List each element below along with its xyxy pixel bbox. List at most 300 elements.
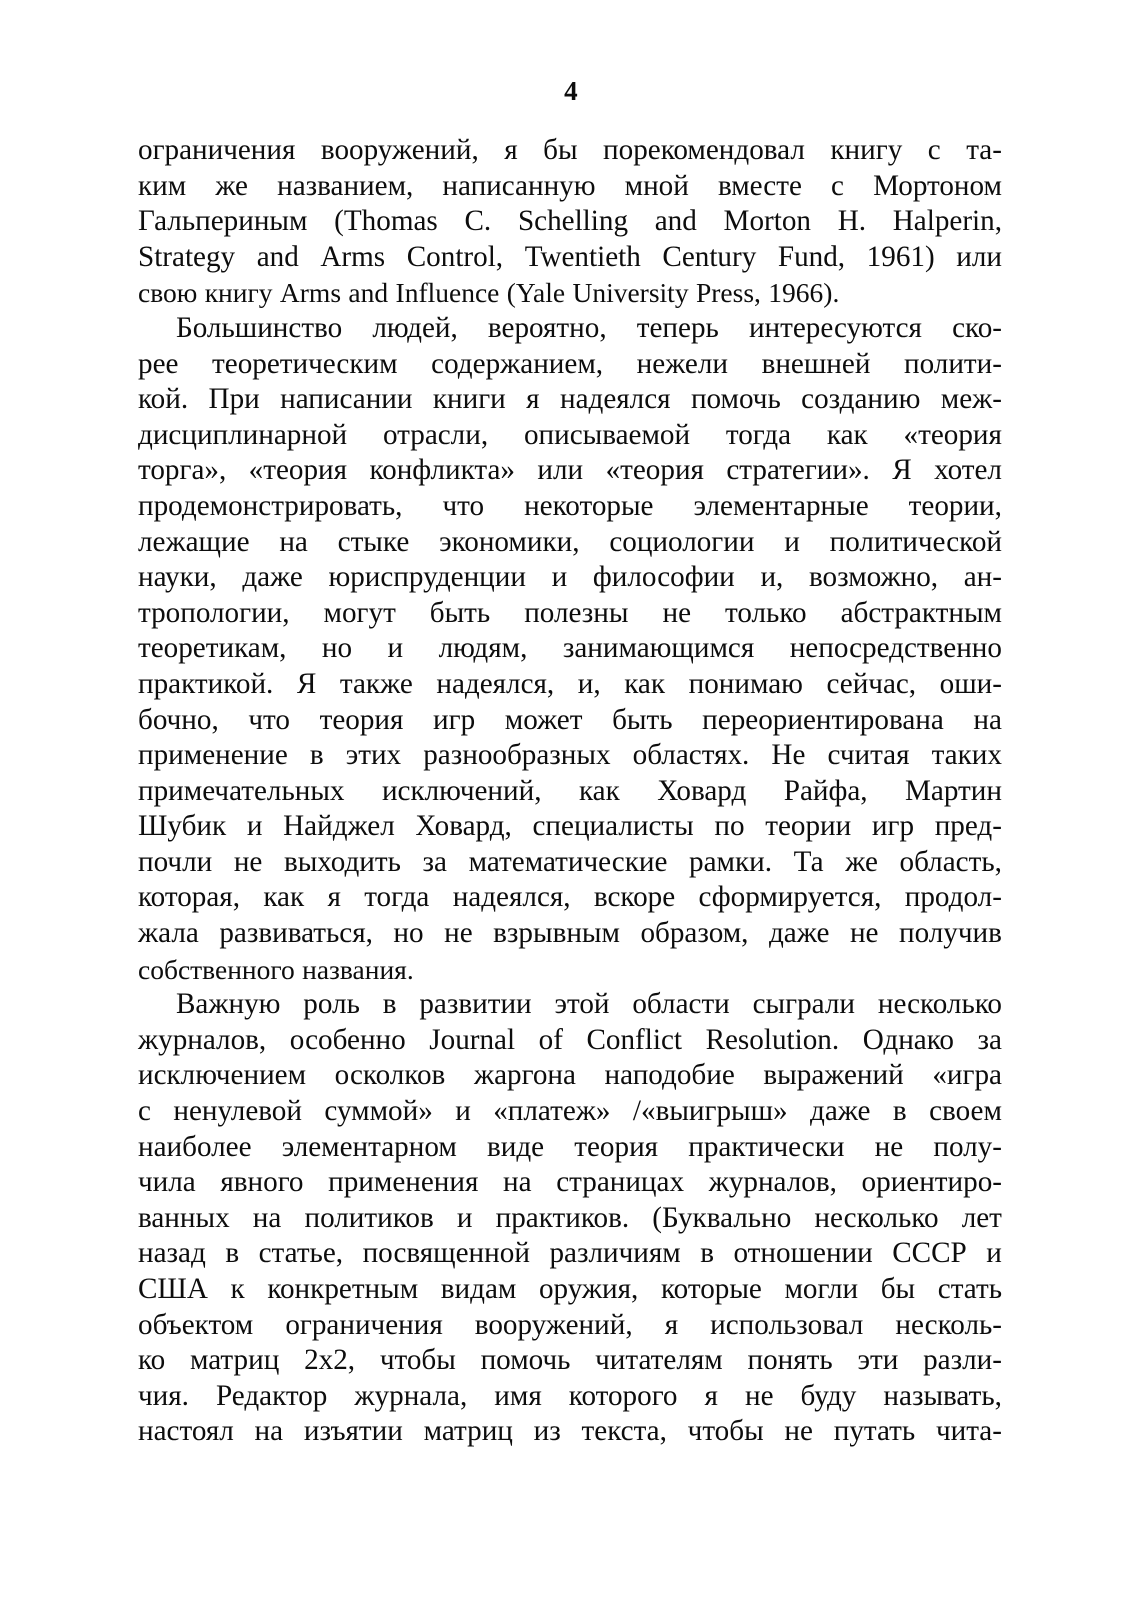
word: Ховард, bbox=[415, 810, 512, 843]
word: игр bbox=[871, 810, 915, 843]
word: занимающимся bbox=[562, 632, 755, 665]
word: теория bbox=[319, 703, 404, 736]
text-line bbox=[138, 1165, 1002, 1201]
word: вместе bbox=[717, 169, 802, 202]
text-line bbox=[138, 204, 1002, 240]
paragraph bbox=[138, 311, 1002, 987]
word: не bbox=[662, 596, 691, 629]
paragraph bbox=[138, 133, 1002, 311]
word: содержанием, bbox=[431, 347, 604, 380]
word: понять bbox=[747, 1344, 833, 1377]
text-line bbox=[138, 1308, 1002, 1344]
word: посвященной bbox=[362, 1237, 530, 1270]
word: суммой» bbox=[324, 1095, 433, 1128]
word: Та bbox=[793, 845, 824, 878]
word: бочно, bbox=[138, 703, 219, 736]
body-text bbox=[138, 133, 1002, 1450]
word: называть, bbox=[883, 1379, 1002, 1412]
word: теории, bbox=[908, 489, 1002, 522]
word: я bbox=[664, 1308, 679, 1341]
word: чтобы bbox=[687, 1415, 764, 1448]
word: практиков. bbox=[495, 1201, 630, 1234]
word: и, bbox=[760, 561, 784, 594]
word: Control, bbox=[406, 240, 504, 273]
word: в bbox=[382, 988, 397, 1021]
word: чила bbox=[138, 1166, 196, 1199]
word: Morton bbox=[723, 205, 811, 238]
word: областях. bbox=[632, 739, 750, 772]
word: юриспруденции bbox=[328, 561, 526, 594]
word: «теория bbox=[605, 454, 704, 487]
word: рее bbox=[138, 347, 179, 380]
word: исключений, bbox=[381, 774, 542, 807]
text-line bbox=[138, 1058, 1002, 1094]
word: математические bbox=[468, 845, 668, 878]
word: полезны bbox=[524, 596, 629, 629]
word: быть bbox=[429, 596, 491, 629]
word: чтобы bbox=[379, 1344, 456, 1377]
word: оружия, bbox=[538, 1273, 639, 1305]
word: объектом bbox=[138, 1308, 254, 1341]
word: роль bbox=[303, 988, 360, 1021]
word: наиболее bbox=[138, 1130, 252, 1163]
word: за bbox=[977, 1023, 1002, 1056]
word: но bbox=[393, 917, 424, 950]
word: видам bbox=[440, 1273, 517, 1305]
word: ко bbox=[138, 1344, 166, 1377]
word: матриц bbox=[190, 1344, 280, 1377]
word: конфликта» bbox=[369, 454, 515, 487]
word: H. bbox=[837, 205, 867, 238]
word: людей, bbox=[372, 311, 458, 344]
word: наподобие bbox=[604, 1059, 735, 1092]
word: социологии bbox=[609, 525, 755, 558]
word: некоторые bbox=[524, 489, 654, 522]
word: не bbox=[744, 1379, 774, 1412]
text-line bbox=[138, 809, 1002, 845]
word: могли bbox=[784, 1273, 859, 1305]
word: с bbox=[927, 134, 941, 166]
word: надеялся, bbox=[452, 881, 571, 914]
word: понимаю bbox=[688, 667, 803, 700]
word: Редактор bbox=[215, 1379, 328, 1412]
word: Schelling bbox=[517, 205, 629, 238]
word: исключением bbox=[138, 1059, 307, 1092]
word: журнала, bbox=[354, 1379, 468, 1412]
text-line bbox=[138, 952, 1002, 988]
text-line bbox=[138, 525, 1002, 561]
word: теории bbox=[765, 810, 852, 843]
text-line bbox=[138, 703, 1002, 739]
text-line bbox=[138, 347, 1002, 383]
word: чия. bbox=[138, 1379, 189, 1412]
word: не bbox=[444, 917, 473, 950]
word: с bbox=[138, 1095, 151, 1128]
word: Шубик bbox=[138, 810, 227, 843]
page-number: 4 bbox=[564, 76, 578, 106]
word: образом, bbox=[640, 917, 749, 950]
word: and bbox=[256, 240, 299, 273]
word: сыграли bbox=[752, 988, 855, 1021]
word: «теория bbox=[248, 454, 348, 487]
word: с bbox=[831, 169, 844, 202]
word: в bbox=[225, 1237, 240, 1270]
word: Гальпериным bbox=[138, 205, 308, 238]
word: примечательных bbox=[138, 774, 345, 807]
word: что bbox=[442, 489, 485, 522]
word: Journal bbox=[429, 1023, 516, 1056]
paragraph bbox=[138, 987, 1002, 1450]
word: Conflict bbox=[586, 1023, 682, 1056]
word: почли bbox=[138, 845, 213, 878]
word: практикой. bbox=[138, 667, 274, 700]
word: теоретическим bbox=[212, 347, 398, 380]
word: в bbox=[309, 739, 324, 772]
word: меж- bbox=[940, 383, 1002, 416]
word: журналов, bbox=[708, 1166, 837, 1199]
word: и bbox=[246, 810, 263, 843]
word: написании bbox=[280, 383, 413, 416]
word: ванных bbox=[138, 1201, 230, 1234]
text-line bbox=[138, 987, 1002, 1023]
word: ан- bbox=[963, 561, 1002, 594]
word: чита- bbox=[935, 1415, 1002, 1448]
text-line bbox=[138, 1236, 1002, 1272]
word: Arms bbox=[279, 277, 342, 309]
word: по bbox=[714, 810, 745, 843]
word: Strategy bbox=[138, 240, 236, 273]
word: сейчас, bbox=[826, 667, 917, 700]
word: /«выигрыш» bbox=[632, 1095, 788, 1128]
word: журналов, bbox=[138, 1023, 267, 1056]
text-line bbox=[138, 453, 1002, 489]
word: рамки. bbox=[689, 845, 772, 878]
word: конкретным bbox=[267, 1273, 419, 1305]
word: как bbox=[826, 418, 868, 451]
word: область, bbox=[899, 845, 1002, 878]
word: выходить bbox=[283, 845, 401, 878]
text-line bbox=[138, 596, 1002, 632]
text-line bbox=[138, 489, 1002, 525]
word: написанную bbox=[442, 169, 596, 202]
word: которые bbox=[660, 1273, 762, 1305]
word: политиков bbox=[304, 1201, 434, 1234]
word: Я bbox=[892, 454, 912, 487]
text-line bbox=[138, 311, 1002, 347]
word: C. bbox=[464, 205, 492, 238]
word: вооружений, bbox=[320, 134, 479, 166]
word: помочь bbox=[480, 1344, 571, 1377]
text-line bbox=[138, 667, 1002, 703]
word: абстрактным bbox=[840, 596, 1002, 629]
word: считая bbox=[827, 739, 910, 772]
word: Райфа, bbox=[783, 774, 868, 807]
word: но bbox=[321, 632, 353, 665]
word: Найджел bbox=[283, 810, 395, 843]
word: из bbox=[533, 1415, 561, 1448]
word: могут bbox=[323, 596, 396, 629]
word: Мартин bbox=[905, 774, 1002, 807]
word: и bbox=[986, 1237, 1002, 1270]
word: описываемой bbox=[523, 418, 691, 451]
word: практически bbox=[688, 1130, 845, 1163]
word: несколько bbox=[814, 1201, 939, 1234]
word: и, bbox=[577, 667, 601, 700]
word: страницах bbox=[556, 1166, 685, 1199]
word: не bbox=[784, 1415, 813, 1448]
word: я bbox=[526, 383, 540, 416]
word: порекомендовал bbox=[603, 134, 805, 166]
word: Press, bbox=[695, 277, 761, 309]
word: ненулевой bbox=[173, 1095, 302, 1128]
word: непосредственно bbox=[789, 632, 1002, 665]
word: которого bbox=[568, 1379, 678, 1412]
word: «игра bbox=[932, 1059, 1002, 1092]
word: названием, bbox=[277, 169, 414, 202]
word: тропологии, bbox=[138, 596, 290, 629]
text-line bbox=[138, 560, 1002, 596]
word: назад bbox=[138, 1237, 206, 1270]
word: на bbox=[503, 1166, 532, 1199]
word: особенно bbox=[289, 1023, 406, 1056]
word: переориентирована bbox=[702, 703, 944, 736]
word: изъятии bbox=[303, 1415, 403, 1448]
text-line bbox=[138, 382, 1002, 418]
word: созданию bbox=[801, 383, 921, 416]
word: интересуются bbox=[748, 311, 922, 344]
word: эти bbox=[857, 1344, 899, 1377]
word: людям, bbox=[438, 632, 528, 665]
word: Century bbox=[662, 240, 757, 273]
word: хотел bbox=[934, 454, 1002, 487]
word: как bbox=[263, 881, 305, 914]
word: Fund, bbox=[777, 240, 846, 273]
word: даже bbox=[242, 561, 303, 594]
word: применения bbox=[328, 1166, 479, 1199]
word: СССР bbox=[892, 1237, 967, 1270]
word: полити- bbox=[904, 347, 1002, 380]
word: вскоре bbox=[593, 881, 676, 914]
word: путать bbox=[833, 1415, 916, 1448]
word: текста, bbox=[581, 1415, 667, 1448]
word: теоретикам, bbox=[138, 632, 287, 665]
word: своем bbox=[929, 1095, 1002, 1128]
word: При bbox=[208, 383, 260, 416]
text-line bbox=[138, 1272, 1002, 1308]
word: даже bbox=[810, 1095, 871, 1128]
word: ско- bbox=[952, 311, 1002, 344]
word: «теория bbox=[903, 418, 1002, 451]
text-line bbox=[138, 1414, 1002, 1450]
word: внешней bbox=[761, 347, 871, 380]
word: взрывным bbox=[493, 917, 620, 950]
word: жаргона bbox=[473, 1059, 576, 1092]
word: игр bbox=[433, 703, 476, 736]
word: ограничения bbox=[285, 1308, 443, 1341]
word: вооружений, bbox=[474, 1308, 633, 1341]
word: мной bbox=[624, 169, 689, 202]
word: имя bbox=[494, 1379, 542, 1412]
word: торга», bbox=[138, 454, 227, 487]
text-line bbox=[138, 240, 1002, 276]
word: не bbox=[849, 917, 879, 950]
word: к bbox=[230, 1273, 245, 1305]
word: свою bbox=[138, 277, 198, 309]
word: и bbox=[455, 1095, 471, 1128]
word: применение bbox=[138, 739, 288, 772]
word: в bbox=[700, 1237, 714, 1270]
word: специалисты bbox=[532, 810, 694, 843]
word: Не bbox=[771, 739, 806, 772]
word: книги bbox=[432, 383, 506, 416]
word: не bbox=[874, 1130, 904, 1163]
word: собственного bbox=[138, 953, 295, 985]
word: развиваться, bbox=[219, 917, 373, 950]
word: продемонстрировать, bbox=[138, 489, 403, 522]
word: виде bbox=[486, 1130, 545, 1163]
text-line bbox=[138, 916, 1002, 952]
word: явного bbox=[220, 1166, 304, 1199]
word: выражений bbox=[763, 1059, 904, 1092]
word: философии bbox=[592, 561, 735, 594]
word: книгу bbox=[830, 134, 903, 166]
word: «платеж» bbox=[493, 1095, 611, 1128]
word: которая, bbox=[138, 881, 240, 914]
text-line bbox=[138, 774, 1002, 810]
word: пред- bbox=[934, 810, 1002, 843]
word: ориентиро- bbox=[861, 1166, 1002, 1199]
word: на bbox=[279, 525, 308, 558]
word: of bbox=[538, 1023, 563, 1056]
word: отрасли, bbox=[382, 418, 489, 451]
text-line bbox=[138, 1379, 1002, 1415]
word: бы bbox=[880, 1273, 916, 1305]
word: области bbox=[632, 988, 730, 1021]
word: тогда bbox=[725, 418, 792, 451]
word: (Буквально bbox=[652, 1201, 792, 1234]
word: 1966). bbox=[768, 277, 840, 309]
word: на bbox=[254, 1415, 284, 1448]
word: and bbox=[654, 205, 697, 238]
text-line bbox=[138, 631, 1002, 667]
word: также bbox=[339, 667, 413, 700]
word: и bbox=[456, 1201, 473, 1234]
text-line bbox=[138, 418, 1002, 454]
word: названия. bbox=[302, 953, 414, 985]
word: на bbox=[973, 703, 1002, 736]
word: не bbox=[233, 845, 263, 878]
word: Halperin, bbox=[892, 205, 1002, 238]
word: как bbox=[578, 774, 620, 807]
text-line bbox=[138, 133, 1002, 169]
word: 1961) bbox=[866, 240, 935, 273]
word: теория bbox=[574, 1130, 659, 1163]
word: бы bbox=[543, 134, 578, 166]
word: получив bbox=[898, 917, 1002, 950]
word: Ховард bbox=[657, 774, 747, 807]
text-line bbox=[138, 1343, 1002, 1379]
word: осколков bbox=[334, 1059, 446, 1092]
word: лежащие bbox=[138, 525, 250, 558]
word: таких bbox=[931, 739, 1002, 772]
word: буду bbox=[800, 1379, 857, 1412]
word: несколь- bbox=[895, 1308, 1002, 1341]
word: несколько bbox=[877, 988, 1002, 1021]
word: и bbox=[387, 632, 404, 665]
word: сформируется, bbox=[698, 881, 882, 914]
text-line bbox=[138, 1094, 1002, 1130]
word: (Yale bbox=[506, 277, 566, 309]
word: использовал bbox=[710, 1308, 864, 1341]
word: Influence bbox=[395, 277, 500, 309]
word: Большинство bbox=[176, 311, 343, 344]
word: только bbox=[724, 596, 807, 629]
text-line bbox=[138, 738, 1002, 774]
word: продол- bbox=[904, 881, 1002, 914]
word: та- bbox=[966, 134, 1002, 166]
text-line bbox=[138, 1130, 1002, 1166]
word: разнообразных bbox=[423, 739, 611, 772]
word: как bbox=[624, 667, 666, 700]
word: различиям bbox=[549, 1237, 681, 1270]
word: США bbox=[138, 1273, 208, 1305]
word: или bbox=[537, 454, 584, 487]
word: теперь bbox=[636, 311, 719, 344]
word: Важную bbox=[176, 988, 281, 1021]
word: вероятно, bbox=[487, 311, 607, 344]
word: на bbox=[252, 1201, 282, 1234]
word: жала bbox=[138, 917, 199, 950]
word: ким bbox=[138, 169, 187, 202]
text-line bbox=[138, 275, 1002, 311]
word: стать bbox=[937, 1273, 1002, 1305]
word: статье, bbox=[258, 1237, 344, 1270]
text-line bbox=[138, 845, 1002, 881]
word: надеялся bbox=[559, 383, 671, 416]
word: даже bbox=[768, 917, 830, 950]
text-line bbox=[138, 1023, 1002, 1059]
word: стратегии». bbox=[726, 454, 870, 487]
word: надеялся, bbox=[436, 667, 555, 700]
word: я bbox=[704, 1379, 718, 1412]
word: я bbox=[504, 134, 518, 166]
word: развитии bbox=[419, 988, 532, 1021]
word: элементарном bbox=[281, 1130, 457, 1163]
word: в bbox=[892, 1095, 907, 1128]
word: за bbox=[422, 845, 447, 878]
word: 2х2, bbox=[304, 1344, 356, 1377]
word: дисциплинарной bbox=[138, 418, 348, 451]
word: книгу bbox=[204, 277, 273, 309]
word: помочь bbox=[690, 383, 781, 416]
word: University bbox=[572, 277, 689, 309]
word: экономики, bbox=[439, 525, 580, 558]
word: Twentieth bbox=[524, 240, 641, 273]
word: лет bbox=[961, 1201, 1002, 1234]
word: науки, bbox=[138, 561, 217, 594]
text-line bbox=[138, 880, 1002, 916]
word: Resolution. bbox=[705, 1023, 840, 1056]
word: тогда bbox=[364, 881, 430, 914]
word: читателям bbox=[595, 1344, 723, 1377]
word: что bbox=[248, 703, 290, 736]
word: я bbox=[327, 881, 341, 914]
word: и bbox=[551, 561, 568, 594]
word: настоял bbox=[138, 1415, 234, 1448]
text-line bbox=[138, 169, 1002, 205]
word: этой bbox=[554, 988, 610, 1021]
word: ограничения bbox=[138, 134, 296, 166]
